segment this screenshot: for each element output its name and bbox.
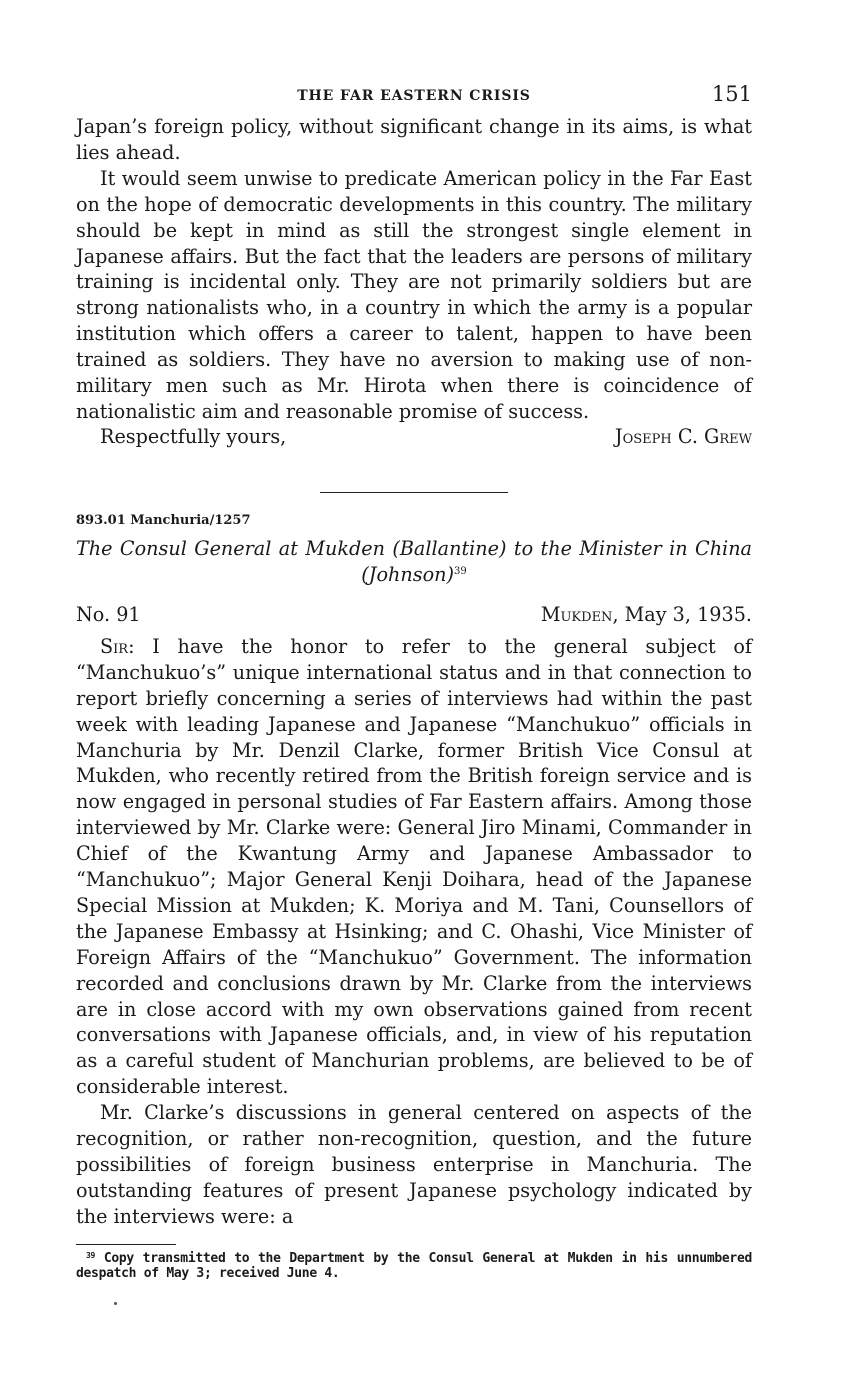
running-title: THE FAR EASTERN CRISIS — [297, 88, 531, 104]
footnote — [76, 1251, 752, 1281]
book-page — [76, 80, 752, 1281]
section-divider — [320, 492, 508, 493]
page-number: 151 — [711, 82, 752, 106]
document-title-line-2 — [76, 562, 752, 588]
file-reference: 893.01 Manchuria/1257 — [76, 512, 251, 528]
document-title — [76, 536, 752, 588]
document-title-line-1: The Consul General at Mukden (Ballantine) to the Minister in China — [76, 536, 752, 560]
despatch-number: No. 91 — [76, 602, 141, 626]
dateline — [76, 602, 752, 628]
letter-paragraph-1: Japan’s foreign policy, without significant change in its aims, is what lies ahead. — [76, 115, 752, 164]
running-header — [76, 80, 752, 114]
despatch-paragraph-1 — [76, 634, 752, 1100]
closing-phrase: Respectfully yours, — [100, 424, 287, 448]
signer-name: Joseph C. Grew — [614, 424, 752, 448]
print-speck — [114, 1302, 117, 1305]
title-footnote-marker: 39 — [453, 565, 467, 577]
despatch-paragraph-2: Mr. Clarke’s discussions in general centered on aspects of the recognition, or rather non-recognition, question, and the future possibilities of foreign business enterprise in Manchuria. The outstanding features of present Japanese psychology indicated by the interviews were: a — [76, 1101, 752, 1228]
footnote-divider — [76, 1244, 176, 1245]
letter-paragraph-2: It would seem unwise to predicate American policy in the Far East on the hope of democratic developments in this country. The military should be kept in mind as still the strongest single element in Japanese affairs. But the fact that the leaders are persons of military training is incidental only. They are not primarily soldiers but are strong nationalists who, in a country in which the army is a popular institution which offers a career to talent, happen to have been trained as soldiers. They have no aversion to making use of non-military men such as Mr. Hirota when there is coincidence of nationalistic aim and reasonable promise of success. — [76, 166, 752, 423]
footnote-marker: 39 — [86, 1250, 96, 1260]
footnote-text: Copy transmitted to the Department by the Consul General at Mukden in his unnumbered despatch of May 3; received June 4. — [76, 1250, 752, 1281]
salutation: Sir: — [100, 634, 135, 658]
place-and-date — [541, 602, 752, 628]
place-name: Mukden — [540, 602, 613, 626]
document-title-recipient: (Johnson) — [361, 562, 454, 586]
despatch-date: , May 3, 1935. — [612, 602, 752, 626]
despatch-paragraph-1-text: I have the honor to refer to the general subject of “Manchukuo’s” unique international status and in that connection to report briefly concerning a series of interviews had within the past week with leading Japanese and Japanese “Manchukuo” officials in Manchuria by Mr. Denzil Clarke, former British Vice Consul at Mukden, who recently retired from the British foreign service and is now engaged in personal studies of Far Eastern affairs. Among those interviewed by Mr. Clarke were: General Jiro Minami, Commander in Chief of the Kwantung Army and Japanese Ambassador to “Manchukuo”; Major General Kenji Doihara, head of the Japanese Special Mission at Mukden; K. Moriya and M. Tani, Counsellors of the Japanese Embassy at Hsinking; and C. Ohashi, Vice Minister of Foreign Affairs of the “Manchukuo” Government. The information recorded and conclusions drawn by Mr. Clarke from the interviews are in close accord with my own observations gained from recent conversations with Japanese officials, and, in view of his reputation as a careful student of Manchurian problems, are believed to be of considerable interest. — [76, 634, 752, 1099]
signoff — [76, 424, 752, 452]
